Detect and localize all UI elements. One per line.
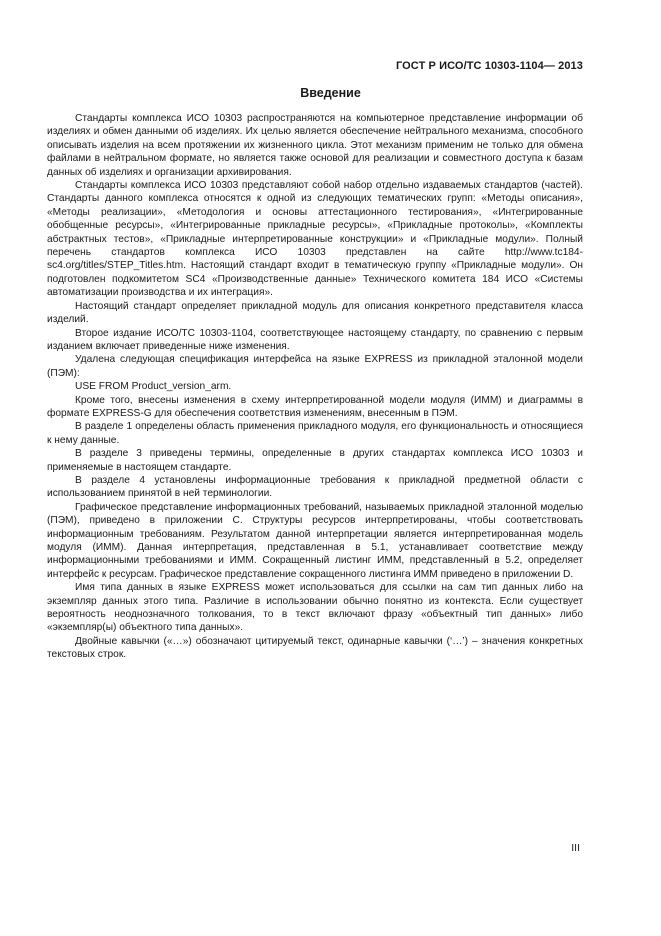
body-text bbox=[47, 112, 583, 662]
paragraph: В разделе 4 установлены информационные требования к прикладной предметной области с использованием принятой в ней терминологии. bbox=[47, 474, 583, 500]
code-line: USE FROM Product_version_arm. bbox=[75, 381, 232, 393]
paragraph: Графическое представление информационных требований, называемых прикладной эталонной моделью (ПЭМ), приведено в приложении С. Структуры ресурсов интерпретированы, чтобы соответствовать информационным требованиям. Результатом данной интерпретации является интерпретированная модель модуля (ИММ). Данная интерпретация, представленная в 5.1, устанавливает соответствие между информационными требованиями и ИММ. Сокращенный листинг ИММ, представленный в 5.2, определяет интерфейс к ресурсам. Графическое представление сокращенного листинга ИММ приведено в приложении D. bbox=[47, 501, 583, 580]
paragraph: Стандарты комплекса ИСО 10303 распространяются на компьютерное представление информации об изделиях и обмен данными об изделиях. Их целью является обеспечение нейтрального механизма, способного описывать изделия на всем протяжении их жизненного цикла. Этот механизм применим не только для обмена файлами в нейтральном формате, но является также основой для реализации и совместного доступа к базам данных об изделиях и организации архивирования. bbox=[47, 113, 583, 178]
paragraph: В разделе 1 определены область применения прикладного модуля, его функциональность и относящиеся к нему данные. bbox=[47, 421, 583, 446]
document-code: ГОСТ Р ИСО/ТС 10303-1104— 2013 bbox=[395, 60, 583, 72]
paragraph: Стандарты комплекса ИСО 10303 представляют собой набор отдельно издаваемых стандартов (частей). Стандарты данного комплекса относятся к одной из следующих тематических групп: «Методы описания», «Методы реализации», «Методология и основы аттестационного тестирования», «Интегрированные обобщенные ресурсы», «Интегрированные прикладные ресурсы», «Прикладные протоколы», «Комплекты абстрактных тестов», «Прикладные интерпретированные конструкции» и «Прикладные модули». Полный перечень стандартов комплекса ИСО 10303 представлен на сайте http://www.tc184-sc4.org/titles/STEP_Titles.htm. Настоящий стандарт входит в тематическую группу «Прикладные модули». Он подготовлен подкомитетом SC4 «Производственные данные» Технического комитета 184 ИСО «Системы автоматизации производства и их интеграция». bbox=[47, 180, 583, 299]
page-number: III bbox=[571, 842, 580, 854]
section-title: Введение bbox=[300, 86, 361, 100]
paragraph: Удалена следующая спецификация интерфейса на языке EXPRESS из прикладной эталонной модели (ПЭМ): bbox=[47, 354, 583, 379]
paragraph: Двойные кавычки («…») обозначают цитируемый текст, одинарные кавычки (‘…’) – значения конкретных текстовых строк. bbox=[47, 635, 583, 661]
paragraph: Имя типа данных в языке EXPRESS может использоваться для ссылки на сам тип данных либо на экземпляр данных этого типа. Различие в использовании обычно понятно из контекста. Если существует вероятность неоднозначного толкования, то в текст включают фразу «объектный тип данных» либо «экземпляр(ы) объектного типа данных». bbox=[47, 582, 583, 634]
paragraph: Настоящий стандарт определяет прикладной модуль для описания конкретного представителя класса изделий. bbox=[47, 300, 583, 326]
paragraph: В разделе 3 приведены термины, определенные в других стандартах комплекса ИСО 10303 и применяемые в настоящем стандарте. bbox=[47, 448, 583, 473]
paragraph: Кроме того, внесены изменения в схему интерпретированной модели модуля (ИММ) и диаграммы в формате EXPRESS-G для обеспечения соответствия изменениям, внесенным в ПЭМ. bbox=[47, 394, 583, 419]
paragraph: Второе издание ИСО/ТС 10303-1104, соответствующее настоящему стандарту, по сравнению с первым изданием включает приведенные ниже изменения. bbox=[47, 327, 583, 352]
